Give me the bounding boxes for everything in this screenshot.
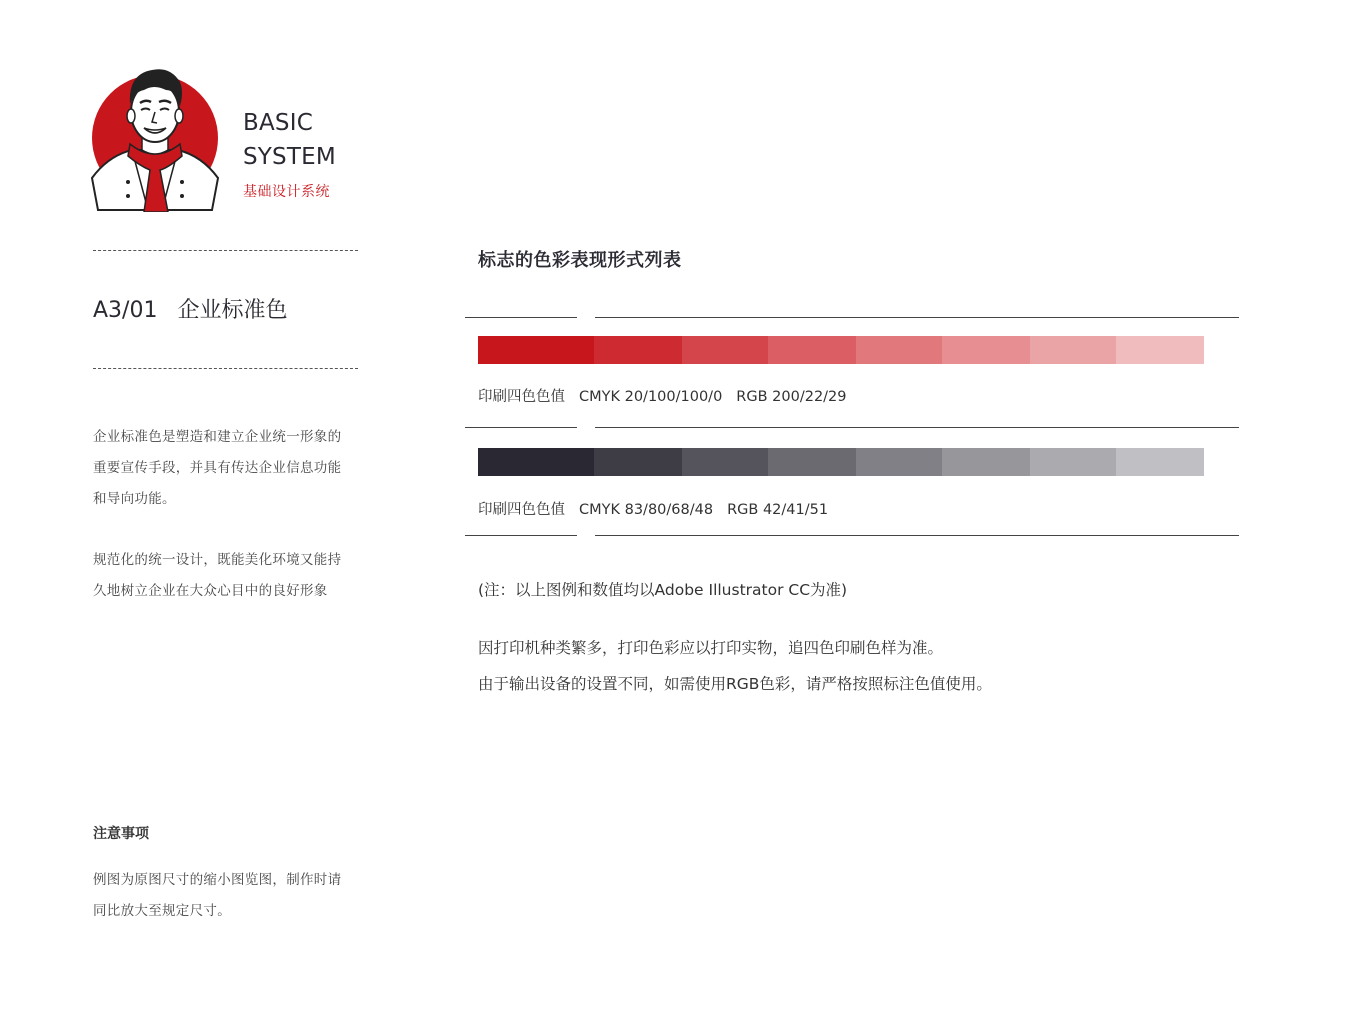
gray-swatch-5: [856, 448, 942, 476]
dashed-divider-bottom: [93, 368, 358, 369]
rule-short: [465, 535, 577, 536]
rule-short: [465, 317, 577, 318]
red-swatch-3: [682, 336, 768, 364]
gray-rgb: RGB 42/41/51: [727, 502, 829, 518]
gray-swatch-8: [1116, 448, 1204, 476]
red-swatch-2: [594, 336, 682, 364]
swatch-section-title: 标志的色彩表现形式列表: [478, 250, 682, 271]
description-line: 规范化的统一设计，既能美化环境又能持: [93, 552, 342, 568]
rule-long: [595, 427, 1239, 428]
notes-text: [93, 865, 365, 927]
red-swatch-6: [942, 336, 1030, 364]
title-en-line1: BASIC: [243, 110, 313, 136]
gray-swatch-2: [594, 448, 682, 476]
section-title: 企业标准色: [177, 298, 288, 323]
section-code: A3/01: [93, 298, 158, 323]
section-heading: [93, 293, 287, 324]
red-swatch-row: [478, 336, 1204, 364]
notes-title: 注意事项: [93, 826, 149, 842]
rule-short: [465, 427, 577, 428]
title-en-line2: SYSTEM: [243, 144, 336, 170]
gray-swatch-row: [478, 448, 1204, 476]
red-swatch-7: [1030, 336, 1116, 364]
description-paragraph-2: [93, 545, 365, 607]
gray-swatch-4: [768, 448, 856, 476]
description-paragraph-1: [93, 422, 365, 515]
gray-cmyk: CMYK 83/80/68/48: [579, 502, 714, 518]
red-swatch-8: [1116, 336, 1204, 364]
basic-system-subtitle: 基础设计系统: [243, 184, 330, 200]
description-line: 和导向功能。: [93, 491, 176, 507]
description-line: 久地树立企业在大众心目中的良好形象: [93, 583, 328, 599]
print-note-line-2: 由于输出设备的设置不同，如需使用RGB色彩，请严格按照标注色值使用。: [478, 675, 992, 693]
notes-line: 例图为原图尺寸的缩小图览图，制作时请: [93, 872, 342, 888]
mascot-logo: [88, 60, 222, 212]
description-line: 重要宣传手段，并具有传达企业信息功能: [93, 460, 342, 476]
notes-line: 同比放大至规定尺寸。: [93, 903, 231, 919]
gray-swatch-3: [682, 448, 768, 476]
red-rgb: RGB 200/22/29: [736, 389, 847, 405]
red-color-values: [478, 385, 861, 406]
dashed-divider-top: [93, 250, 358, 251]
gray-value-label: 印刷四色色值: [478, 502, 565, 518]
gray-swatch-7: [1030, 448, 1116, 476]
gray-swatch-1: [478, 448, 594, 476]
red-swatch-5: [856, 336, 942, 364]
red-swatch-4: [768, 336, 856, 364]
red-value-label: 印刷四色色值: [478, 389, 565, 405]
basic-system-title: [243, 106, 336, 174]
illustrator-note: (注：以上图例和数值均以Adobe Illustrator CC为准): [478, 581, 848, 599]
description-line: 企业标准色是塑造和建立企业统一形象的: [93, 429, 342, 445]
gray-color-values: [478, 498, 842, 519]
red-swatch-1: [478, 336, 594, 364]
rule-long: [595, 317, 1239, 318]
rule-long: [595, 535, 1239, 536]
print-note-line-1: 因打印机种类繁多，打印色彩应以打印实物，追四色印刷色样为准。: [478, 639, 944, 657]
gray-swatch-6: [942, 448, 1030, 476]
red-cmyk: CMYK 20/100/100/0: [579, 389, 723, 405]
